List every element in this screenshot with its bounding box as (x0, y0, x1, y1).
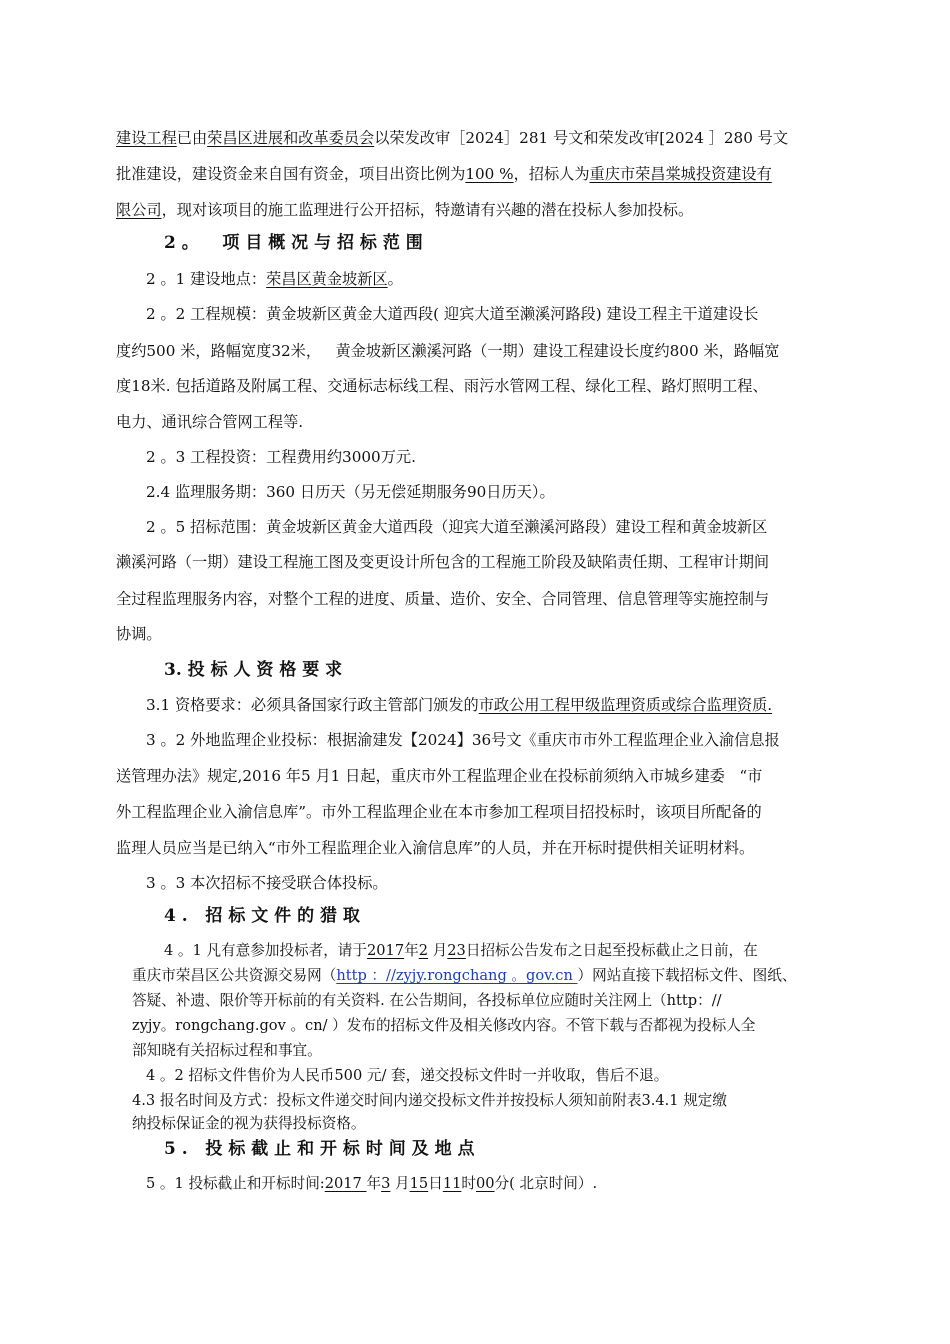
s2-line-3: 度约500 米，路幅宽度32米， 黄金坡新区濑溪河路（一期）建设工程建设长度约800 米，路幅宽 (116, 342, 780, 360)
s2-line-11: 协调。 (116, 625, 162, 643)
s2-line-4: 度18米. 包括道路及附属工程、交通标志标线工程、雨污水管网工程、绿化工程、路灯照明工程、 (116, 377, 768, 395)
section-5-heading: 5 . 投 标 截 止 和 开 标 时 间 及 地 点 (164, 1139, 475, 1159)
s4-line-1 (164, 941, 758, 961)
underlined-text: 00 (476, 1175, 495, 1192)
text: 年 (366, 1175, 382, 1192)
text: 。 (387, 270, 403, 288)
s2-line-2: 2 。2 工程规模：黄金坡新区黄金大道西段( 迎宾大道至濑溪河路段) 建设工程主干道建设长 (146, 305, 759, 323)
text: 月 (390, 1175, 410, 1192)
text: 4 。1 凡有意参加投标者，请于 (164, 942, 367, 959)
s4-line-7: 4.3 报名时间及方式：投标文件递交时间内递交投标文件并按投标人须知前附表3.4.1 规定缴 (132, 1092, 727, 1109)
s4-line-4: zyjy。rongchang.gov 。cn/ ）发布的招标文件及相关修改内容。不管下载与否都视为投标人全 (132, 1017, 756, 1034)
text: 月 (428, 942, 448, 959)
s2-line-10: 全过程监理服务内容，对整个工程的进度、质量、造价、安全、合同管理、信息管理等实施控制与 (116, 590, 770, 608)
underlined-text: 100 % (465, 165, 514, 183)
s4-line-5: 部知晓有关招标过程和事宜。 (132, 1042, 322, 1059)
text: 3.1 资格要求：必须具备国家行政主管部门颁发的 (146, 696, 479, 714)
underlined-text: 3 (381, 1175, 391, 1192)
underlined-text: 重庆市荣昌棠城投资建设有 (589, 165, 772, 183)
s2-line-9: 濑溪河路（一期）建设工程施工图及变更设计所包含的工程施工阶段及缺陷责任期、工程审计期间 (116, 553, 770, 571)
s3-line-2: 3 。2 外地监理企业投标：根据渝建发【2024】36号文《重庆市市外工程监理企业入渝信息报 (146, 731, 780, 749)
section-2-heading: 2 。 项 目 概 况 与 招 标 范 围 (164, 233, 423, 253)
underlined-text: 荣昌区黄金坡新区 (266, 270, 388, 288)
underlined-text: 建设工程 (116, 129, 177, 147)
s2-line-6: 2 。3 工程投资：工程费用约3000万元. (146, 448, 416, 466)
s4-line-8: 纳投标保证金的视为获得投标资格。 (132, 1115, 366, 1132)
s4-line-6: 4 。2 招标文件售价为人民币500 元/ 套，递交投标文件时一并收取，售后不退。 (146, 1067, 669, 1084)
text: 时 (461, 1175, 476, 1192)
underlined-text: 2 (418, 942, 429, 959)
s3-line-3: 送管理办法》规定,2016 年5 月1 日起，重庆市外工程监理企业在投标前须纳入市城乡建委 “市 (116, 767, 763, 785)
text: ，现对该项目的施工监理进行公开招标，特邀请有兴趣的潜在投标人参加投标。 (161, 201, 694, 219)
s2-line-5: 电力、通讯综合管网工程等. (116, 413, 304, 431)
text: 2 。1 建设地点： (146, 270, 267, 288)
underlined-text: 限公司 (116, 201, 162, 219)
s3-line-4: 外工程监理企业入渝信息库”。市外工程监理企业在本市参加工程项目招投标时，该项目所配备的 (116, 803, 762, 821)
section-3-heading: 3. 投 标 人 资 格 要 求 (164, 660, 343, 680)
s2-line-8: 2 。5 招标范围：黄金坡新区黄金大道西段（迎宾大道至濑溪河路段）建设工程和黄金坡新区 (146, 518, 768, 536)
intro-line-2 (116, 164, 772, 184)
text: 批准建设，建设资金来自国有资金，项目出资比例为 (116, 165, 466, 183)
s3-line-6: 3 。3 本次招标不接受联合体投标。 (146, 874, 388, 892)
text: 日招标公告发布之日起至投标截止之日前，在 (465, 942, 758, 959)
underlined-text: 15 (409, 1175, 429, 1192)
text: 日 (428, 1175, 443, 1192)
intro-line-3 (116, 200, 693, 220)
text: 以荣发改审［2024］281 号文和荣发改审[2024 ］280 号文 (374, 129, 789, 147)
intro-line-1 (116, 128, 788, 148)
underlined-text: 市政公用工程甲级监理资质或综合监理资质. (478, 696, 773, 714)
s4-line-3: 答疑、补遗、限价等开标前的有关资料. 在公告期间，各投标单位应随时关注网上（http：// (132, 992, 722, 1009)
text: 分( 北京时间）. (494, 1175, 598, 1192)
text: 5 。1 投标截止和开标时间: (146, 1175, 325, 1192)
section-4-heading: 4 . 招 标 文 件 的 猎 取 (164, 906, 360, 926)
text: 重庆市荣昌区公共资源交易网（ (132, 967, 337, 984)
underlined-text: 11 (442, 1175, 462, 1192)
underlined-text: 23 (447, 942, 466, 959)
s2-line-1 (146, 269, 403, 289)
underlined-text: 荣昌区进展和改革委员会 (207, 129, 375, 147)
website-link[interactable]: http ：//zyjy.rongchang 。gov.cn (336, 967, 578, 984)
s5-line-1 (146, 1174, 597, 1194)
text: 已由 (176, 129, 208, 147)
underlined-text: 2017 (366, 942, 405, 959)
s4-line-2 (132, 966, 796, 986)
s3-line-1 (146, 695, 772, 715)
s3-line-5: 监理人员应当是已纳入“市外工程监理企业入渝信息库”的人员，并在开标时提供相关证明材料。 (116, 839, 755, 857)
s2-line-7: 2.4 监理服务期：360 日历天（另无偿延期服务90日历天）。 (146, 483, 555, 501)
underlined-text: 2017 (324, 1175, 367, 1192)
text: 年 (404, 942, 419, 959)
text: ，招标人为 (513, 165, 590, 183)
text: ）网站直接下载招标文件、图纸、 (577, 967, 797, 984)
